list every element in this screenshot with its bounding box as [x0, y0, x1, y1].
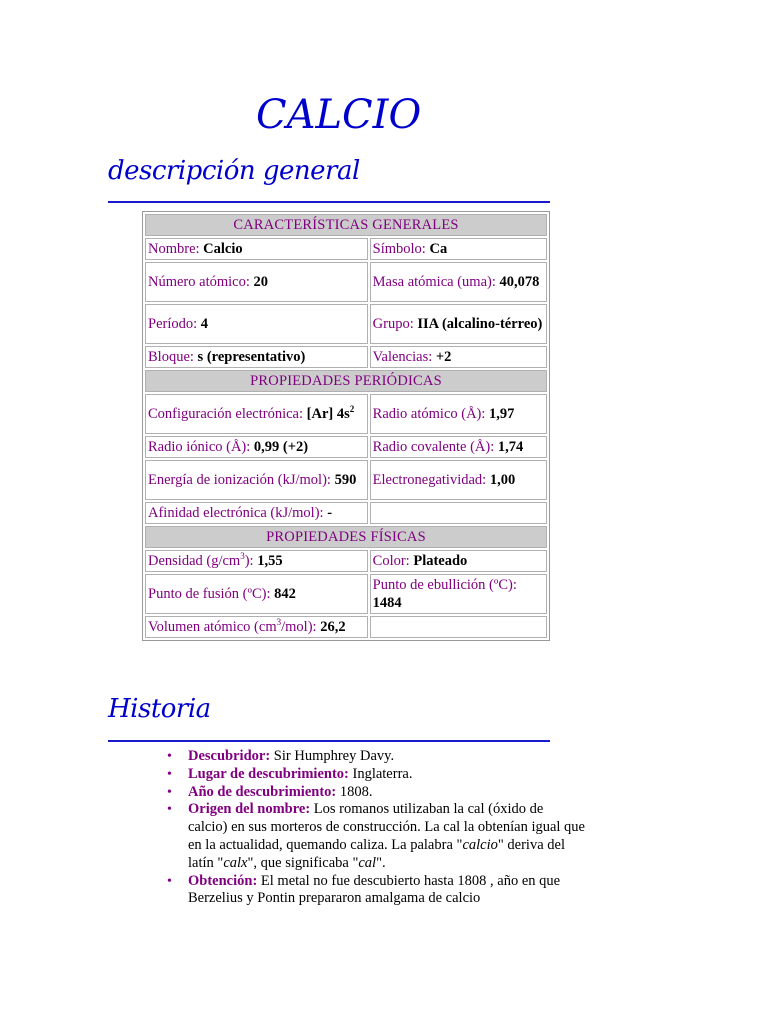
label-obtencion: Obtención: — [188, 872, 258, 889]
header-periodicas: PROPIEDADES PERIÓDICAS — [145, 370, 547, 392]
cell-punto-ebullicion — [370, 574, 547, 614]
cell-electronegatividad — [370, 460, 547, 500]
value-valencias: +2 — [435, 349, 452, 365]
label-simbolo: Símbolo: — [372, 241, 426, 257]
label-anio: Año de descubrimiento: — [188, 783, 337, 800]
value-configuracion-superscript: 2 — [349, 404, 355, 415]
cell-radio-atomico — [370, 394, 547, 434]
label-grupo: Grupo: — [372, 316, 414, 332]
value-simbolo: Ca — [429, 241, 448, 257]
value-punto-ebullicion: 1484 — [372, 595, 402, 611]
value-radio-ionico: 0,99 (+2) — [253, 439, 309, 455]
label-punto-fusion: Punto de fusión (ºC): — [148, 586, 271, 602]
table-row — [145, 616, 547, 638]
cell-grupo — [370, 304, 547, 344]
table-row — [145, 238, 547, 260]
cell-color — [370, 550, 547, 572]
cell-densidad — [145, 550, 368, 572]
properties-table — [142, 211, 550, 641]
cell-simbolo — [370, 238, 547, 260]
value-densidad: 1,55 — [257, 553, 283, 569]
cell-radio-ionico — [145, 436, 368, 458]
label-radio-atomico: Radio atómico (Å): — [372, 406, 486, 422]
label-volumen-close: /mol): — [281, 619, 317, 635]
table-header-row — [145, 214, 547, 236]
text-origen-calcio: calcio — [462, 836, 498, 853]
value-punto-fusion: 842 — [274, 586, 296, 602]
label-volumen-superscript: 3 — [276, 617, 282, 628]
text-origen-d: ". — [376, 854, 386, 871]
value-configuracion: [Ar] 4s — [306, 406, 350, 422]
cell-masa-atomica — [370, 262, 547, 302]
value-color: Plateado — [413, 553, 468, 569]
value-numero-atomico: 20 — [253, 274, 269, 290]
label-densidad — [148, 553, 254, 569]
cell-empty — [370, 502, 547, 524]
cell-radio-covalente — [370, 436, 547, 458]
bullet-icon: • — [167, 784, 172, 800]
list-item — [167, 801, 586, 872]
value-bloque: s (representativo) — [197, 349, 306, 365]
label-periodo: Período: — [148, 316, 198, 332]
list-item — [167, 783, 586, 802]
table-header-row — [145, 526, 547, 548]
bullet-icon: • — [167, 749, 172, 764]
value-masa-atomica: 40,078 — [499, 274, 540, 290]
label-electronegatividad: Electronegatividad: — [372, 472, 487, 488]
label-color: Color: — [372, 553, 410, 569]
text-origen-cal: cal — [358, 854, 377, 871]
label-lugar: Lugar de descubrimiento: — [188, 765, 349, 782]
table-row — [145, 304, 547, 344]
value-afinidad: - — [327, 505, 333, 521]
list-item — [167, 765, 586, 784]
label-volumen-atomico — [148, 619, 317, 635]
horizontal-rule — [108, 740, 550, 742]
table-row — [145, 574, 547, 614]
cell-empty — [370, 616, 547, 638]
label-radio-covalente: Radio covalente (Å): — [372, 439, 495, 455]
label-nombre: Nombre: — [148, 241, 200, 257]
table-row — [145, 394, 547, 434]
label-radio-ionico: Radio iónico (Å): — [148, 439, 251, 455]
label-bloque: Bloque: — [148, 349, 194, 365]
text-anio: 1808. — [336, 783, 373, 800]
value-radio-atomico: 1,97 — [489, 406, 515, 422]
text-obtencion: El metal no fue descubierto hasta 1808 , año en que Berzelius y Pontin prepararon amalgama de calcio — [188, 872, 561, 907]
header-caracteristicas: CARACTERÍSTICAS GENERALES — [145, 214, 547, 236]
label-volumen-text: Volumen atómico (cm — [148, 619, 277, 635]
bullet-icon: • — [167, 802, 172, 818]
text-origen-a: Los romanos utilizaban la cal (óxido de calcio) en sus morteros de construcción. La cal la obtenían igual que en la actualidad, quemando caliza. La palabra " — [188, 801, 585, 853]
value-energia-ionizacion: 590 — [334, 472, 357, 488]
text-lugar: Inglaterra. — [348, 765, 413, 782]
text-descubridor: Sir Humphrey Davy. — [270, 748, 395, 764]
bullet-icon: • — [167, 873, 172, 889]
cell-afinidad — [145, 502, 368, 524]
historia-list — [150, 748, 586, 908]
label-punto-ebullicion: Punto de ebullición (ºC): — [372, 577, 517, 593]
header-fisicas: PROPIEDADES FÍSICAS — [145, 526, 547, 548]
cell-bloque — [145, 346, 368, 368]
table-header-row — [145, 370, 547, 392]
horizontal-rule — [108, 201, 550, 203]
page-title: CALCIO — [256, 92, 422, 138]
cell-periodo — [145, 304, 368, 344]
table-row — [145, 436, 547, 458]
cell-numero-atomico — [145, 262, 368, 302]
text-origen-calx: calx — [223, 854, 248, 871]
label-configuracion: Configuración electrónica: — [148, 406, 304, 422]
value-periodo: 4 — [200, 316, 209, 332]
label-descubridor: Descubridor: — [188, 748, 271, 764]
table-row — [145, 550, 547, 572]
label-densidad-text: Densidad (g/cm — [148, 553, 241, 569]
label-valencias: Valencias: — [372, 349, 433, 365]
value-grupo: IIA (alcalino-térreo) — [417, 316, 543, 332]
text-origen-b: " deriva del latín " — [188, 836, 565, 871]
label-origen: Origen del nombre: — [188, 801, 311, 818]
section-heading-historia: Historia — [108, 694, 211, 724]
cell-volumen-atomico — [145, 616, 368, 638]
cell-nombre — [145, 238, 368, 260]
value-radio-covalente: 1,74 — [497, 439, 524, 455]
label-afinidad: Afinidad electrónica (kJ/mol): — [148, 505, 324, 521]
label-numero-atomico: Número atómico: — [148, 274, 250, 290]
cell-energia-ionizacion — [145, 460, 368, 500]
table-row — [145, 460, 547, 500]
bullet-icon: • — [167, 766, 172, 782]
label-densidad-superscript: 3 — [240, 551, 245, 562]
label-masa-atomica: Masa atómica (uma): — [372, 274, 496, 290]
list-item — [167, 748, 586, 766]
value-nombre: Calcio — [203, 241, 243, 257]
table-row — [145, 346, 547, 368]
list-item — [167, 872, 586, 909]
section-heading-descripcion: descripción general — [108, 156, 360, 186]
cell-valencias — [370, 346, 547, 368]
table-row — [145, 502, 547, 524]
label-densidad-close: ): — [244, 553, 254, 569]
value-volumen-atomico: 26,2 — [320, 619, 346, 635]
cell-configuracion — [145, 394, 368, 434]
value-electronegatividad: 1,00 — [489, 472, 516, 488]
table-row — [145, 262, 547, 302]
label-energia-ionizacion: Energía de ionización (kJ/mol): — [148, 472, 331, 488]
properties-table-container — [142, 211, 550, 641]
text-origen-c: ", que significaba " — [247, 854, 359, 871]
cell-punto-fusion — [145, 574, 368, 614]
